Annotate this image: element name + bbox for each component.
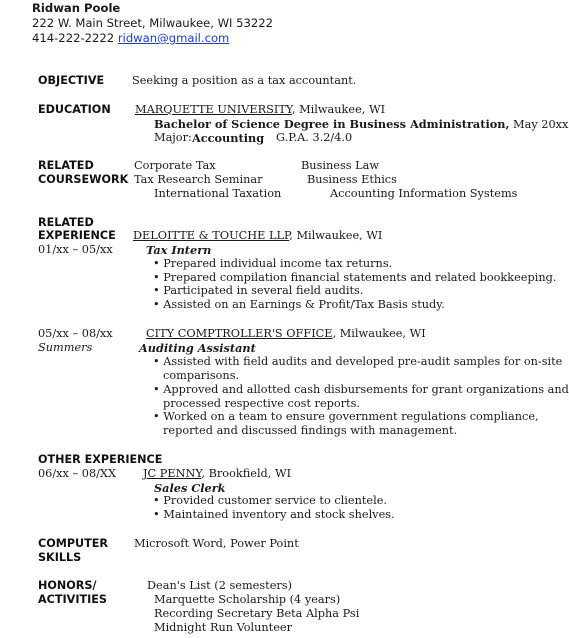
course-item: Corporate Tax — [134, 159, 216, 172]
job-bullet: • Assisted on an Earnings & Profit/Tax Basis study. — [153, 298, 445, 312]
objective-heading: OBJECTIVE — [38, 74, 105, 87]
job-bullet: • Assisted with field audits and developed pre-audit samples for on-site — [153, 355, 562, 369]
course-item: Business Ethics — [307, 173, 397, 186]
experience-heading-1: RELATED — [38, 216, 94, 229]
job-bullet: • Prepared compilation financial statements and related bookkeeping. — [153, 271, 556, 285]
resume-name: Ridwan Poole — [32, 1, 121, 15]
honors-item: Midnight Run Volunteer — [154, 621, 292, 634]
employer-location: , Milwaukee, WI — [332, 327, 426, 340]
major-label: Major: — [154, 131, 192, 144]
school-line — [135, 103, 385, 117]
experience-heading-2: EXPERIENCE — [38, 229, 116, 242]
job-bullet: • Worked on a team to ensure government regulations compliance, — [153, 410, 539, 424]
job-title: Tax Intern — [146, 243, 212, 257]
computer-skills-heading-2: SKILLS — [38, 551, 82, 564]
course-item: Accounting Information Systems — [330, 187, 518, 200]
school-location: , Milwaukee, WI — [291, 103, 386, 116]
employer-location: , Milwaukee, WI — [289, 229, 383, 242]
job-title: Auditing Assistant — [139, 341, 256, 355]
course-item: International Taxation — [154, 187, 282, 200]
employer-name: DELOITTE & TOUCHE LLP — [133, 229, 290, 242]
job-bullet-continuation: processed respective cost reports. — [163, 397, 360, 410]
objective-text: Seeking a position as a tax accountant. — [132, 74, 357, 87]
job-bullet-continuation: comparisons. — [163, 369, 240, 382]
job-dates: 05/xx – 08/xx — [38, 327, 113, 340]
employer-location: , Brookfield, WI — [201, 467, 292, 480]
course-item: Business Law — [301, 159, 380, 172]
contact-line — [32, 31, 229, 45]
honors-item: Dean's List (2 semesters) — [147, 579, 292, 592]
job-bullet: • Provided customer service to clientele. — [153, 494, 387, 508]
gpa: G.P.A. 3.2/4.0 — [276, 131, 353, 144]
honors-heading-1: HONORS/ — [38, 579, 97, 592]
employer-line — [143, 467, 291, 481]
degree-date: May 20xx — [509, 118, 569, 131]
course-item: Tax Research Seminar — [134, 173, 263, 186]
education-heading: EDUCATION — [38, 103, 111, 116]
job-title: Sales Clerk — [154, 481, 226, 495]
employer-line — [133, 229, 382, 243]
other-experience-heading: OTHER EXPERIENCE — [38, 453, 163, 466]
email-link[interactable]: ridwan@gmail.com — [117, 31, 230, 45]
employer-name: JC PENNY — [143, 467, 202, 480]
computer-skills-text: Microsoft Word, Power Point — [134, 537, 299, 550]
phone: 414-222-2222 — [32, 31, 115, 45]
employer-name: CITY COMPTROLLER'S OFFICE — [146, 327, 333, 340]
job-dates: 01/xx – 05/xx — [38, 243, 113, 256]
address: 222 W. Main Street, Milwaukee, WI 53222 — [32, 16, 274, 30]
coursework-heading-2: COURSEWORK — [38, 173, 129, 186]
coursework-heading-1: RELATED — [38, 159, 94, 172]
computer-skills-heading-1: COMPUTER — [38, 537, 109, 550]
honors-heading-2: ACTIVITIES — [38, 593, 107, 606]
job-bullet: • Prepared individual income tax returns. — [153, 257, 392, 271]
job-note: Summers — [38, 341, 93, 354]
degree-line — [154, 117, 568, 132]
job-bullet-continuation: reported and discussed findings with management. — [163, 424, 458, 437]
job-bullet: • Maintained inventory and stock shelves. — [153, 508, 395, 522]
employer-line — [146, 327, 426, 341]
honors-item: Marquette Scholarship (4 years) — [154, 593, 341, 606]
school-name: MARQUETTE UNIVERSITY — [135, 103, 292, 116]
degree: Bachelor of Science Degree in Business Administration, — [154, 117, 510, 131]
honors-item: Recording Secretary Beta Alpha Psi — [154, 607, 360, 620]
job-bullet: • Participated in several field audits. — [153, 284, 363, 298]
major: Accounting — [192, 131, 265, 145]
job-dates: 06/xx – 08/XX — [38, 467, 117, 480]
job-bullet: • Approved and allotted cash disbursements for grant organizations and — [153, 383, 569, 397]
